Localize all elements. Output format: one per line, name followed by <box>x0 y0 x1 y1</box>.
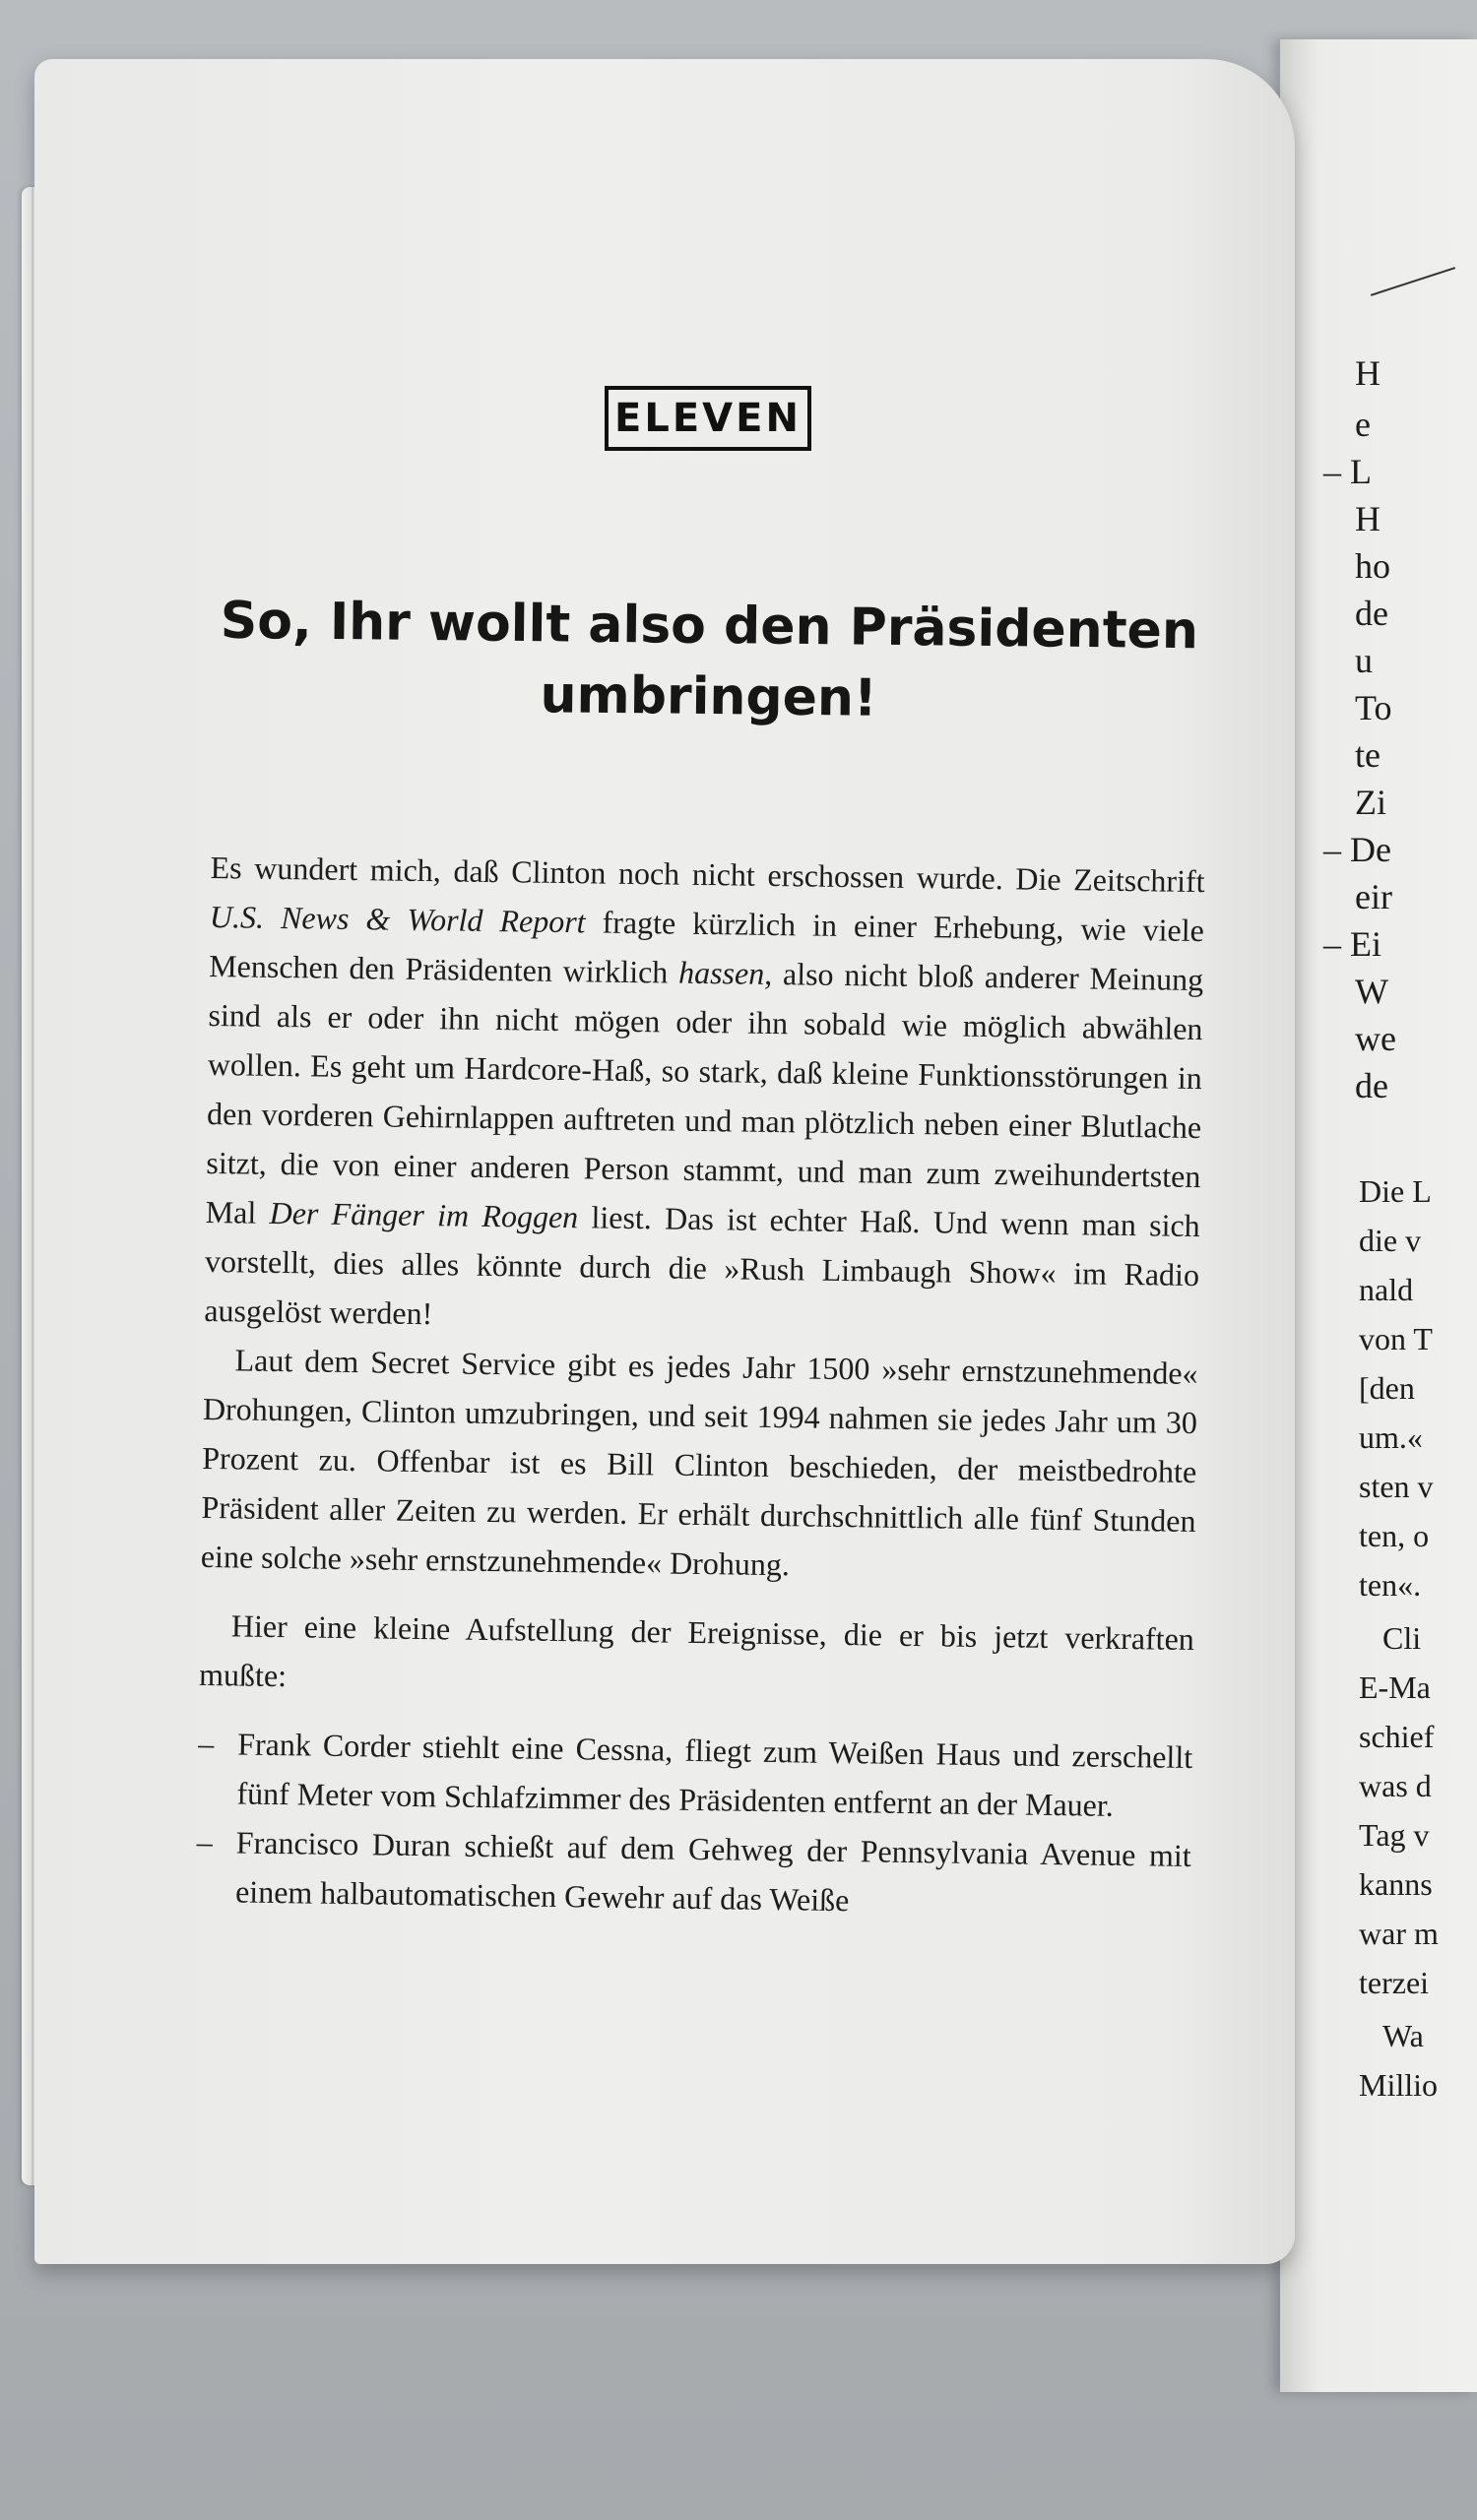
facing-line: – De <box>1323 830 1391 869</box>
facing-line: W <box>1355 972 1388 1011</box>
list-item: – Francisco Duran schießt auf dem Gehweg der Pennsylvania Avenue mit einem halbautomatischen Gewehr auf das Weiße <box>196 1817 1191 1929</box>
facing-line: – Ei <box>1323 924 1381 964</box>
facing-line: Die L <box>1359 1173 1432 1209</box>
list-item: – Frank Corder stiehlt eine Cessna, fliegt zum Weißen Haus und zerschellt fünf Meter vom Schlafzimmer des Präsidenten entfernt an der Mauer. <box>197 1719 1192 1831</box>
facing-line: [den <box>1359 1370 1415 1406</box>
facing-line: die v <box>1359 1223 1422 1258</box>
chapter-label: ELEVEN <box>605 386 811 451</box>
facing-line: de <box>1355 1066 1388 1105</box>
facing-line: eir <box>1355 877 1392 916</box>
facing-line: kanns <box>1359 1866 1433 1902</box>
facing-line: H <box>1355 353 1381 393</box>
facing-line: Tag v <box>1359 1817 1430 1853</box>
facing-line: terzei <box>1359 1965 1430 2000</box>
facing-line: ten, o <box>1359 1518 1430 1553</box>
paragraph: Hier eine kleine Aufstellung der Ereignisse, die er bis jetzt verkraften mußte: <box>198 1607 1195 1694</box>
facing-line: e <box>1355 405 1371 444</box>
facing-line: von T <box>1359 1321 1433 1356</box>
facing-line: was d <box>1359 1768 1432 1803</box>
facing-line: we <box>1355 1019 1396 1058</box>
facing-line: de <box>1355 594 1388 633</box>
facing-line: nald <box>1359 1272 1414 1307</box>
facing-line: um.« <box>1359 1419 1423 1455</box>
facing-line: te <box>1355 735 1381 775</box>
facing-line: E-Ma <box>1359 1670 1431 1705</box>
facing-line: Cli <box>1382 1620 1422 1656</box>
facing-line: H <box>1355 499 1381 538</box>
facing-page <box>1280 39 1477 2392</box>
book-title: Der Fänger im Roggen <box>269 1194 579 1235</box>
facing-line: schief <box>1359 1719 1435 1754</box>
facing-line: sten v <box>1359 1469 1434 1504</box>
paragraph: Laut dem Secret Service gibt es jedes Jahr 1500 »sehr ernstzunehmende« Drohungen, Clinton umzubringen, und seit 1994 nahmen sie jedes Jahr um 30 Prozent zu. Offenbar ist es Bill Clinton beschieden, der meistbedrohte Präsident aller Zeiten zu werden. Er erhält durchschnittlich alle fünf Stunden eine solche »sehr ernstzunehmende« Drohung. <box>200 1342 1198 1583</box>
facing-line: Wa <box>1382 2018 1424 2053</box>
body-text <box>196 843 1205 1929</box>
emphasis: hassen, <box>677 954 773 991</box>
facing-line: – L <box>1323 452 1372 491</box>
facing-line: Millio <box>1359 2067 1439 2103</box>
facing-line: u <box>1355 641 1373 680</box>
chapter-title: So, Ihr wollt also den Präsidenten umbringen! <box>220 591 1199 728</box>
event-list <box>196 1719 1193 1929</box>
facing-page-rule <box>1371 267 1455 296</box>
facing-line: To <box>1355 688 1392 727</box>
facing-line: ho <box>1355 546 1390 586</box>
magazine-title: U.S. News & World Report <box>209 898 586 940</box>
paragraph: Es wundert mich, daß Clinton noch nicht erschossen wurde. Die Zeitschrift U.S. News & World Report fragte kürzlich in einer Erhebung, wie viele Menschen den Präsidenten wirklich hassen, also nicht bloß anderer Meinung sind als er oder ihn nicht mögen oder ihn sobald wie möglich abwählen wollen. Es geht um Hardcore-Haß, so stark, daß kleine Funktionsstörungen in den vorderen Gehirnlappen auftreten und man plötzlich neben einer Blutlache sitzt, die von einer anderen Person stammt, und man zum zweihundertsten Mal Der Fänger im Roggen liest. Das ist echter Haß. Und wenn man sich vorstellt, dies alles könnte durch die »Rush Limbaugh Show« im Radio ausgelöst werden! <box>204 849 1205 1332</box>
facing-line: war m <box>1359 1916 1439 1951</box>
facing-line: ten«. <box>1359 1567 1422 1603</box>
facing-line: Zi <box>1355 783 1386 822</box>
